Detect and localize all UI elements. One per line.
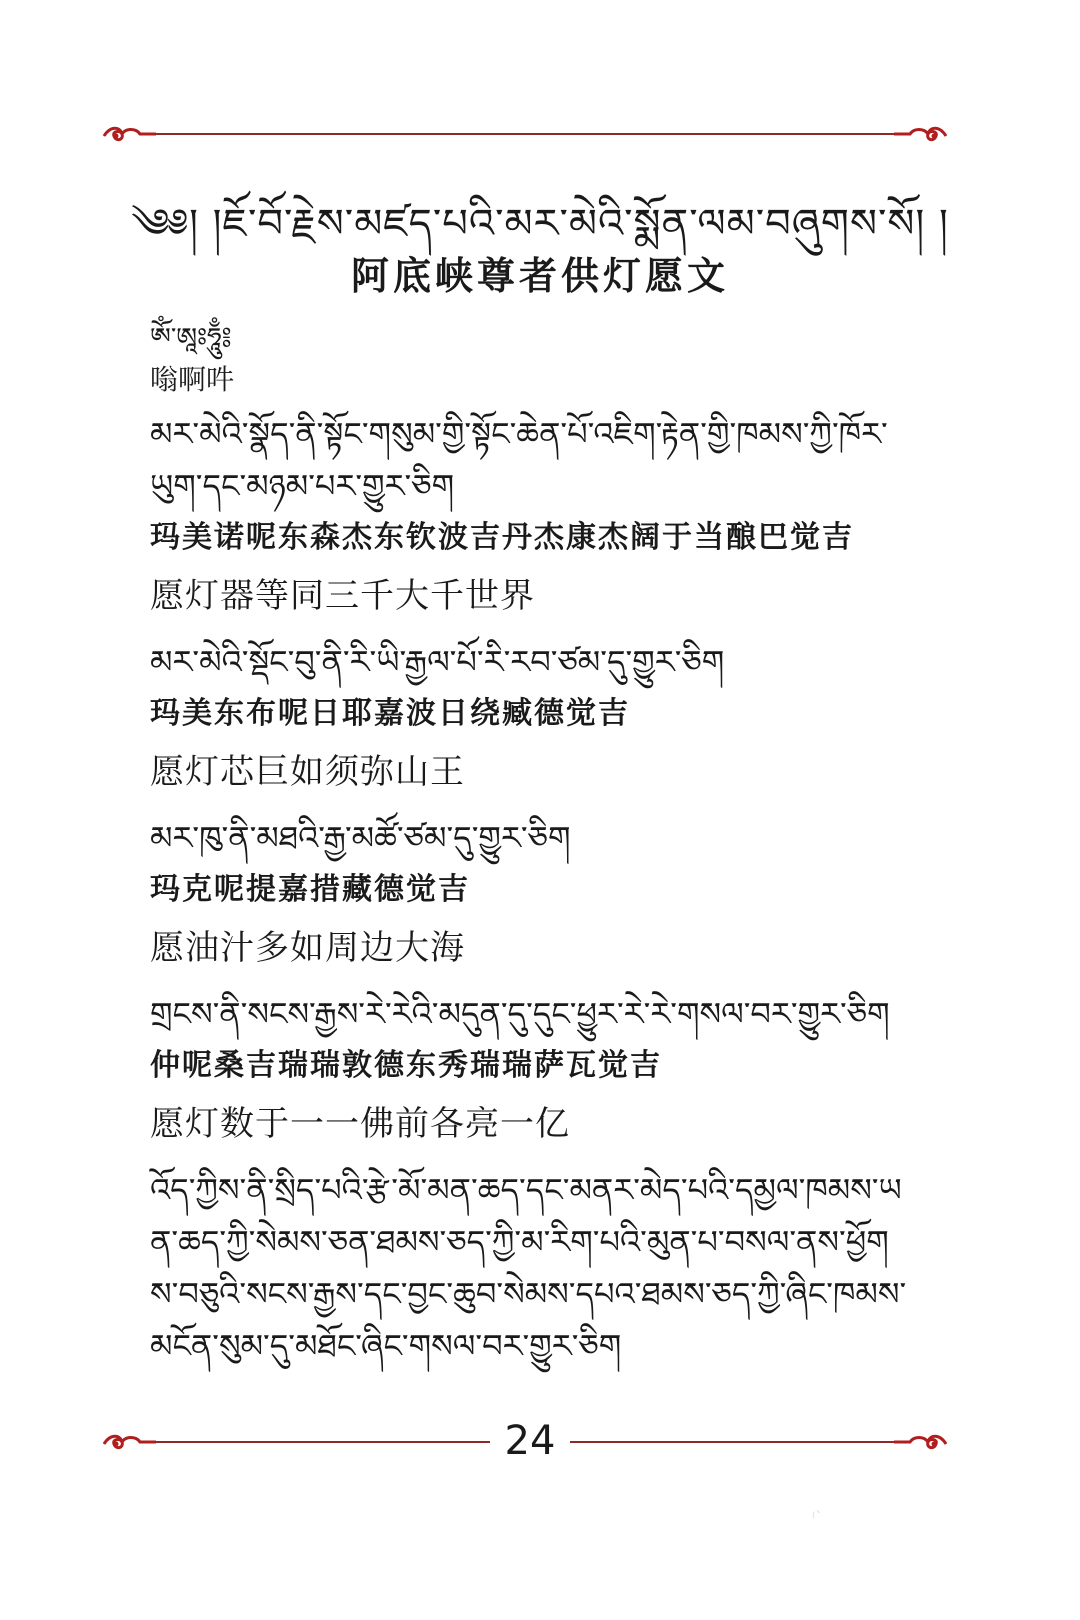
- verse-transliteration: 玛美东布呢日耶嘉波日绕臧德觉吉: [150, 696, 630, 731]
- prayer-content: [150, 318, 910, 1372]
- top-rule-line: [154, 133, 896, 135]
- mantra-chinese: 嗡啊吽: [150, 363, 235, 396]
- verse-2: [150, 636, 910, 804]
- verse-tibetan: མར་མེའི་སྣོད་ནི་སྟོང་གསུམ་གྱི་སྟོང་ཆེན་པོ་འཇིག་རྟེན་གྱི་ཁམས་ཀྱི་ཁོར་ཡུག་དང་མཉམ་པར་གྱུར་ཅིག: [150, 415, 888, 505]
- verse-tibetan: མར་ཁུ་ནི་མཐའི་རྒྱ་མཚོ་ཙམ་དུ་གྱུར་ཅིག: [150, 819, 571, 857]
- title-chinese: 阿底峡尊者供灯愿文: [350, 254, 729, 298]
- scroll-ornament-icon: [100, 1430, 158, 1454]
- verse-tibetan: མར་མེའི་སྡོང་བུ་ནི་རི་ཡི་རྒྱལ་པོ་རི་རབ་ཙམ་དུ་གྱུར་ཅིག: [150, 643, 725, 681]
- verse-meaning: 愿灯数于一一佛前各亮一亿: [150, 1104, 570, 1144]
- verse-transliteration: 玛美诺呢东森杰东钦波吉丹杰康杰阔于当酿巴觉吉: [150, 520, 854, 555]
- scroll-ornament-icon: [100, 122, 158, 146]
- page-number: 24: [490, 1418, 570, 1464]
- verse-3: [150, 812, 910, 980]
- mantra-tibetan: ཨོཾ་ཨཱཿཧཱུྃ༔: [150, 323, 232, 353]
- verse-transliteration: 仲呢桑吉瑞瑞敦德东秀瑞瑞萨瓦觉吉: [150, 1048, 662, 1083]
- verse-1: [150, 408, 910, 628]
- verse-tibetan: འོད་ཀྱིས་ནི་སྲིད་པའི་རྩེ་མོ་མན་ཆད་དང་མནར་མེད་པའི་དམྱལ་ཁམས་ཡན་ཆད་ཀྱི་སེམས་ཅན་ཐམས་ཅད་ཀྱི་མ་རིག་པའི་མུན་པ་བསལ་ནས་ཕྱོགས་བཅུའི་སངས་རྒྱས་དང་བྱང་ཆུབ་སེམས་དཔའ་ཐམས་ཅད་ཀྱི་ཞིང་ཁམས་མངོན་སུམ་དུ་མཐོང་ཞིང་གསལ་བར་གྱུར་ཅིག: [150, 1171, 907, 1365]
- verse-transliteration: 玛克呢提嘉措藏德觉吉: [150, 872, 470, 907]
- verse-4: [150, 988, 910, 1156]
- top-rule: [100, 122, 950, 146]
- verse-meaning: 愿灯芯巨如须弥山王: [150, 752, 465, 792]
- verse-5: [150, 1164, 910, 1372]
- verse-tibetan: གྲངས་ནི་སངས་རྒྱས་རེ་རེའི་མདུན་དུ་དུང་ཕྱུར་རེ་རེ་གསལ་བར་གྱུར་ཅིག: [150, 995, 890, 1033]
- verse-meaning: 愿油汁多如周边大海: [150, 928, 465, 968]
- watermark-mark: ⁽ˋ: [812, 1510, 823, 1526]
- title-tibetan: ༄༅། །ཇོ་བོ་རྗེས་མཛད་པའི་མར་མེའི་སྨོན་ལམ་བཞུགས་སོ། །: [131, 201, 949, 247]
- verse-meaning: 愿灯器等同三千大千世界: [150, 576, 535, 616]
- scroll-ornament-icon: [892, 122, 950, 146]
- scroll-ornament-icon: [892, 1430, 950, 1454]
